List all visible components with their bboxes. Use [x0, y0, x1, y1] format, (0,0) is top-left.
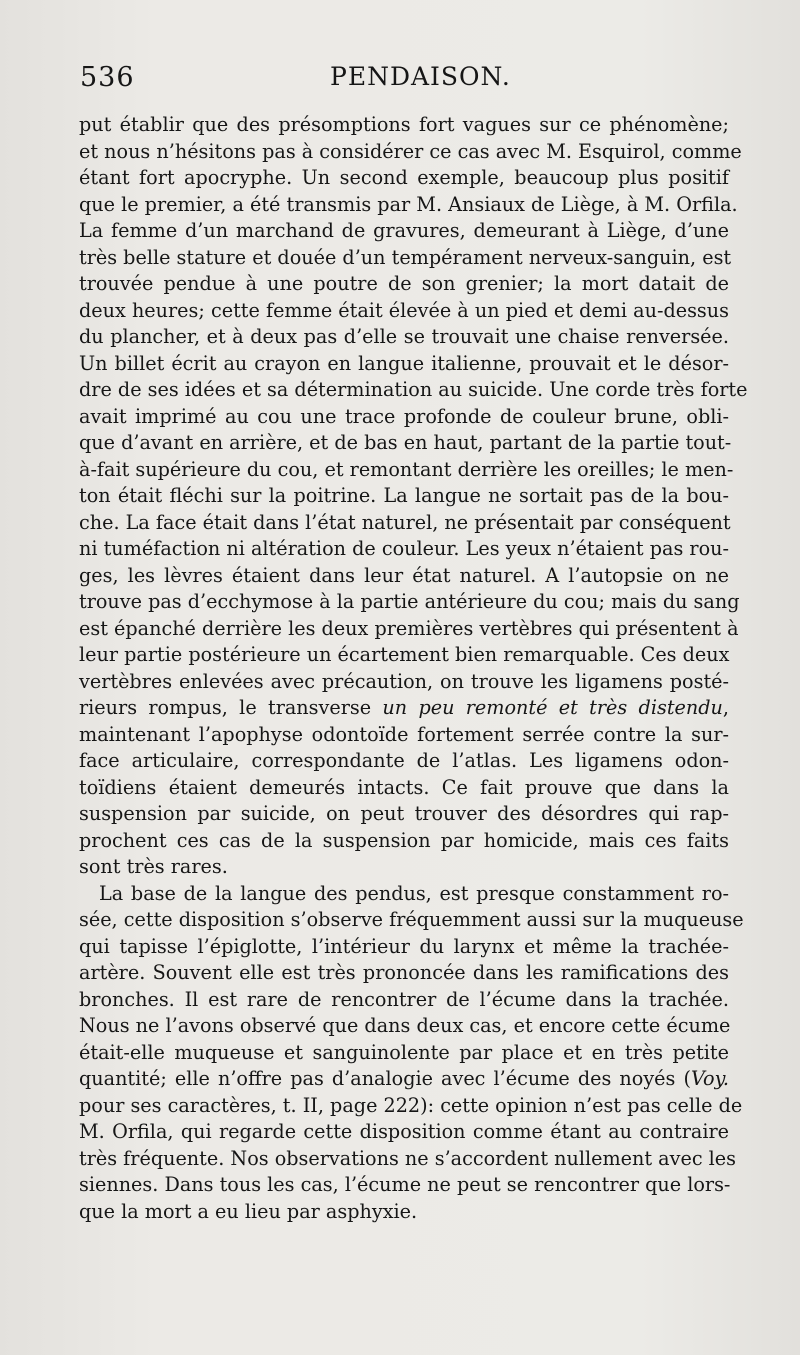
- text-line: que le premier, a été transmis par M. Ansiaux de Liège, à M. Orfila.: [79, 192, 738, 216]
- text-line: La base de la langue des pendus, est presque constamment ro-: [99, 881, 729, 905]
- text-line: artère. Souvent elle est très prononcée dans les ramifications des: [79, 961, 729, 984]
- text-line: qui tapisse l’épiglotte, l’intérieur du larynx et même la trachée-: [79, 934, 729, 958]
- paragraph-1: [79, 112, 748, 881]
- italic-phrase: Voy.: [690, 1067, 729, 1090]
- text-line: pour ses caractères, t. II, page 222): cette opinion n’est pas celle de: [79, 1093, 743, 1117]
- page-header: [80, 62, 740, 102]
- text-line: que d’avant en arrière, et de bas en haut, partant de la partie tout-: [79, 431, 732, 454]
- text-line: sont très rares.: [79, 855, 228, 878]
- text-line: et nous n’hésitons pas à considérer ce cas avec M. Esquirol, comme: [79, 139, 742, 163]
- text-line: à-fait supérieure du cou, et remontant derrière les oreilles; le men-: [79, 457, 734, 481]
- text-line: trouve pas d’ecchymose à la partie antérieure du cou; mais du sang: [79, 590, 740, 613]
- text-line: sée, cette disposition s’observe fréquemment aussi sur la muqueuse: [79, 908, 744, 931]
- text-line: ton était fléchi sur la poitrine. La langue ne sortait pas de la bou-: [79, 484, 729, 507]
- text-line: prochent ces cas de la suspension par homicide, mais ces faits: [79, 828, 729, 852]
- text-line: bronches. Il est rare de rencontrer de l’écume dans la trachée.: [79, 987, 729, 1011]
- text-line: vertèbres enlevées avec précaution, on trouve les ligamens posté-: [79, 669, 729, 693]
- text-line-with-italics: rieurs rompus, le transverse un peu remonté et très distendu,: [79, 696, 729, 719]
- text-line: dre de ses idées et sa détermination au suicide. Une corde très forte: [79, 378, 748, 401]
- text-line: ges, les lèvres étaient dans leur état naturel. A l’autopsie on ne: [79, 563, 729, 587]
- text-line: étant fort apocryphe. Un second exemple, beaucoup plus positif: [79, 166, 729, 189]
- text-line: leur partie postérieure un écartement bien remarquable. Ces deux: [79, 643, 730, 666]
- text-line: La femme d’un marchand de gravures, demeurant à Liège, d’une: [79, 219, 729, 242]
- text-line: ni tuméfaction ni altération de couleur. Les yeux n’étaient pas rou-: [79, 537, 729, 560]
- text-line: très belle stature et douée d’un tempérament nerveux-sanguin, est: [79, 245, 732, 269]
- running-head: PENDAISON.: [330, 62, 511, 91]
- text-line: toïdiens étaient demeurés intacts. Ce fait prouve que dans la: [79, 775, 729, 799]
- text-line: était-elle muqueuse et sanguinolente par place et en très petite: [79, 1040, 729, 1064]
- text-line: avait imprimé au cou une trace profonde de couleur brune, obli-: [79, 404, 729, 428]
- text-line: maintenant l’apophyse odontoïde fortement serrée contre la sur-: [79, 722, 729, 746]
- text-line: Nous ne l’avons observé que dans deux cas, et encore cette écume: [79, 1014, 731, 1037]
- body-text: [79, 112, 748, 1225]
- text-line: che. La face était dans l’état naturel, ne présentait par conséquent: [79, 510, 731, 534]
- text-line: trouvée pendue à une poutre de son grenier; la mort datait de: [79, 272, 729, 295]
- text-line: suspension par suicide, on peut trouver des désordres qui rap-: [79, 802, 729, 825]
- page-number: 536: [80, 62, 135, 93]
- text-line: face articulaire, correspondante de l’atlas. Les ligamens odon-: [79, 749, 729, 772]
- text-line: très fréquente. Nos observations ne s’accordent nullement avec les: [79, 1146, 737, 1170]
- paragraph-2: [79, 881, 744, 1226]
- text-line: put établir que des présomptions fort vagues sur ce phénomène;: [79, 113, 729, 136]
- text-line: Un billet écrit au crayon en langue italienne, prouvait et le désor-: [79, 351, 729, 375]
- text-line: deux heures; cette femme était élevée à un pied et demi au-dessus: [79, 298, 729, 322]
- italic-phrase: un peu remonté et très distendu: [382, 696, 723, 719]
- text-line: du plancher, et à deux pas d’elle se trouvait une chaise renversée.: [79, 325, 729, 348]
- text-line: M. Orfila, qui regarde cette disposition comme étant au contraire: [79, 1120, 729, 1143]
- text-line-with-italics: quantité; elle n’offre pas d’analogie avec l’écume des noyés (Voy.: [79, 1067, 729, 1090]
- text-line: que la mort a eu lieu par asphyxie.: [79, 1199, 418, 1223]
- text-line: est épanché derrière les deux premières vertèbres qui présentent à: [79, 616, 739, 640]
- text-line: siennes. Dans tous les cas, l’écume ne peut se rencontrer que lors-: [79, 1173, 731, 1196]
